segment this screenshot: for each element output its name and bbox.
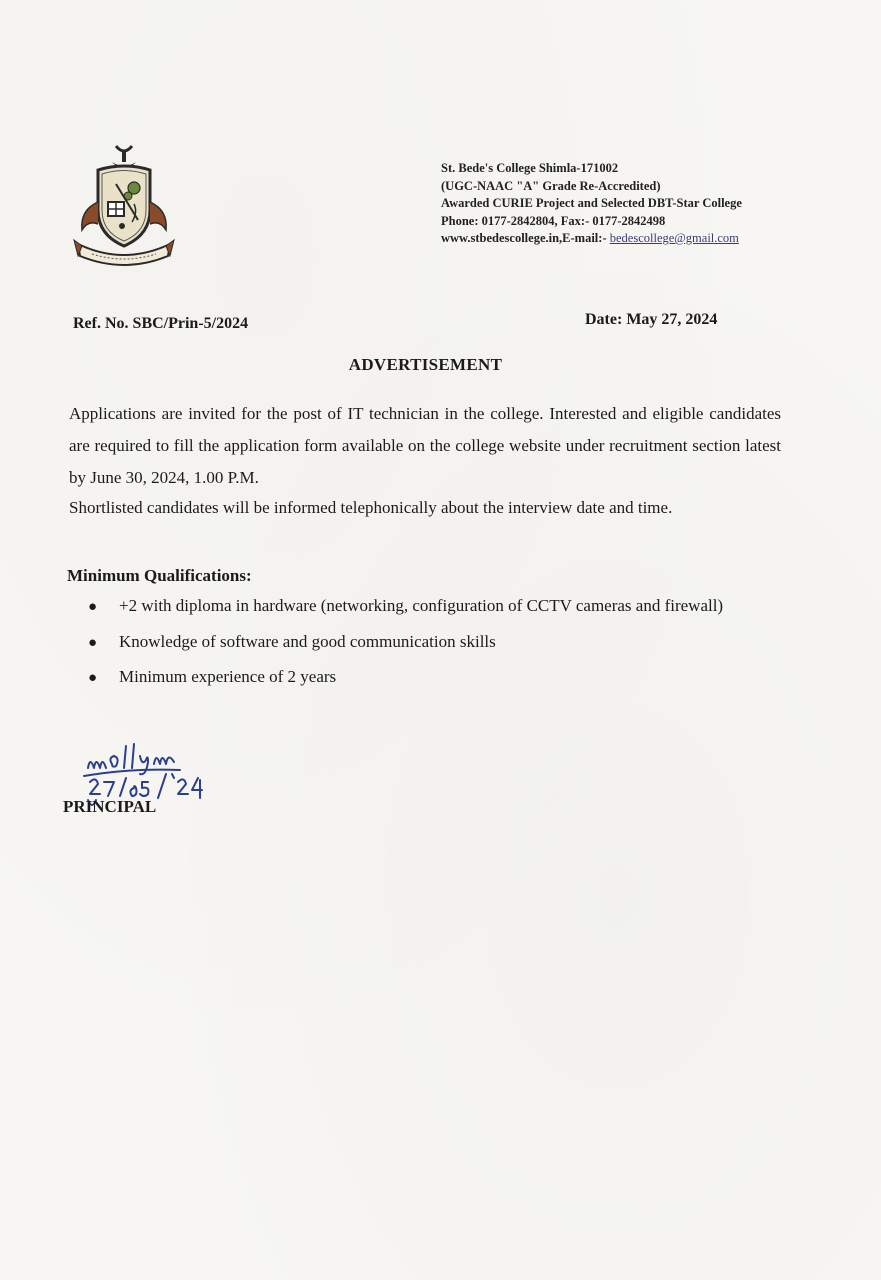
contact-line <box>441 230 861 248</box>
paragraph-shortlisted: Shortlisted candidates will be informed telephonically about the interview date and time. <box>69 498 673 517</box>
list-item: ● +2 with diploma in hardware (networking, configuration of CCTV cameras and firewall) <box>88 596 723 632</box>
bullet-icon: ● <box>88 670 98 686</box>
bullet-icon: ● <box>88 634 98 651</box>
advertisement-heading: ADVERTISEMENT <box>348 355 503 374</box>
reference-number: Ref. No. SBC/Prin-5/2024 <box>73 315 249 332</box>
college-crest-logo <box>72 140 176 268</box>
principal-designation: PRINCIPAL <box>63 797 157 816</box>
phone-fax-line: Phone: 0177-2842804, Fax:- 0177-2842498 <box>441 213 666 228</box>
letterhead <box>441 160 861 248</box>
list-item: ● Minimum experience of 2 years <box>88 667 723 703</box>
accreditation-line: (UGC-NAAC "A" Grade Re-Accredited) <box>441 178 661 193</box>
body-paragraph <box>69 398 781 494</box>
paragraph-applications: Applications are invited for the post of IT technician in the college. Interested and eligible candidates are required to fill the application form available on the college website under recruitment section latest by June 30, 2024, 1.00 P.M. <box>69 404 781 487</box>
list-item: ● Knowledge of software and good communication skills <box>88 632 723 668</box>
award-line: Awarded CURIE Project and Selected DBT-Star College <box>441 196 742 210</box>
email-link[interactable]: bedescollege@gmail.com <box>609 231 739 245</box>
college-name: St. Bede's College Shimla-171002 <box>441 161 619 175</box>
website-text: www.stbedescollege.in,E-mail:- <box>441 231 610 245</box>
bullet-icon: ● <box>88 599 98 615</box>
qualifications-title: Minimum Qualifications: <box>67 566 252 585</box>
letter-date: Date: May 27, 2024 <box>585 311 718 328</box>
qualifications-list <box>88 596 723 703</box>
